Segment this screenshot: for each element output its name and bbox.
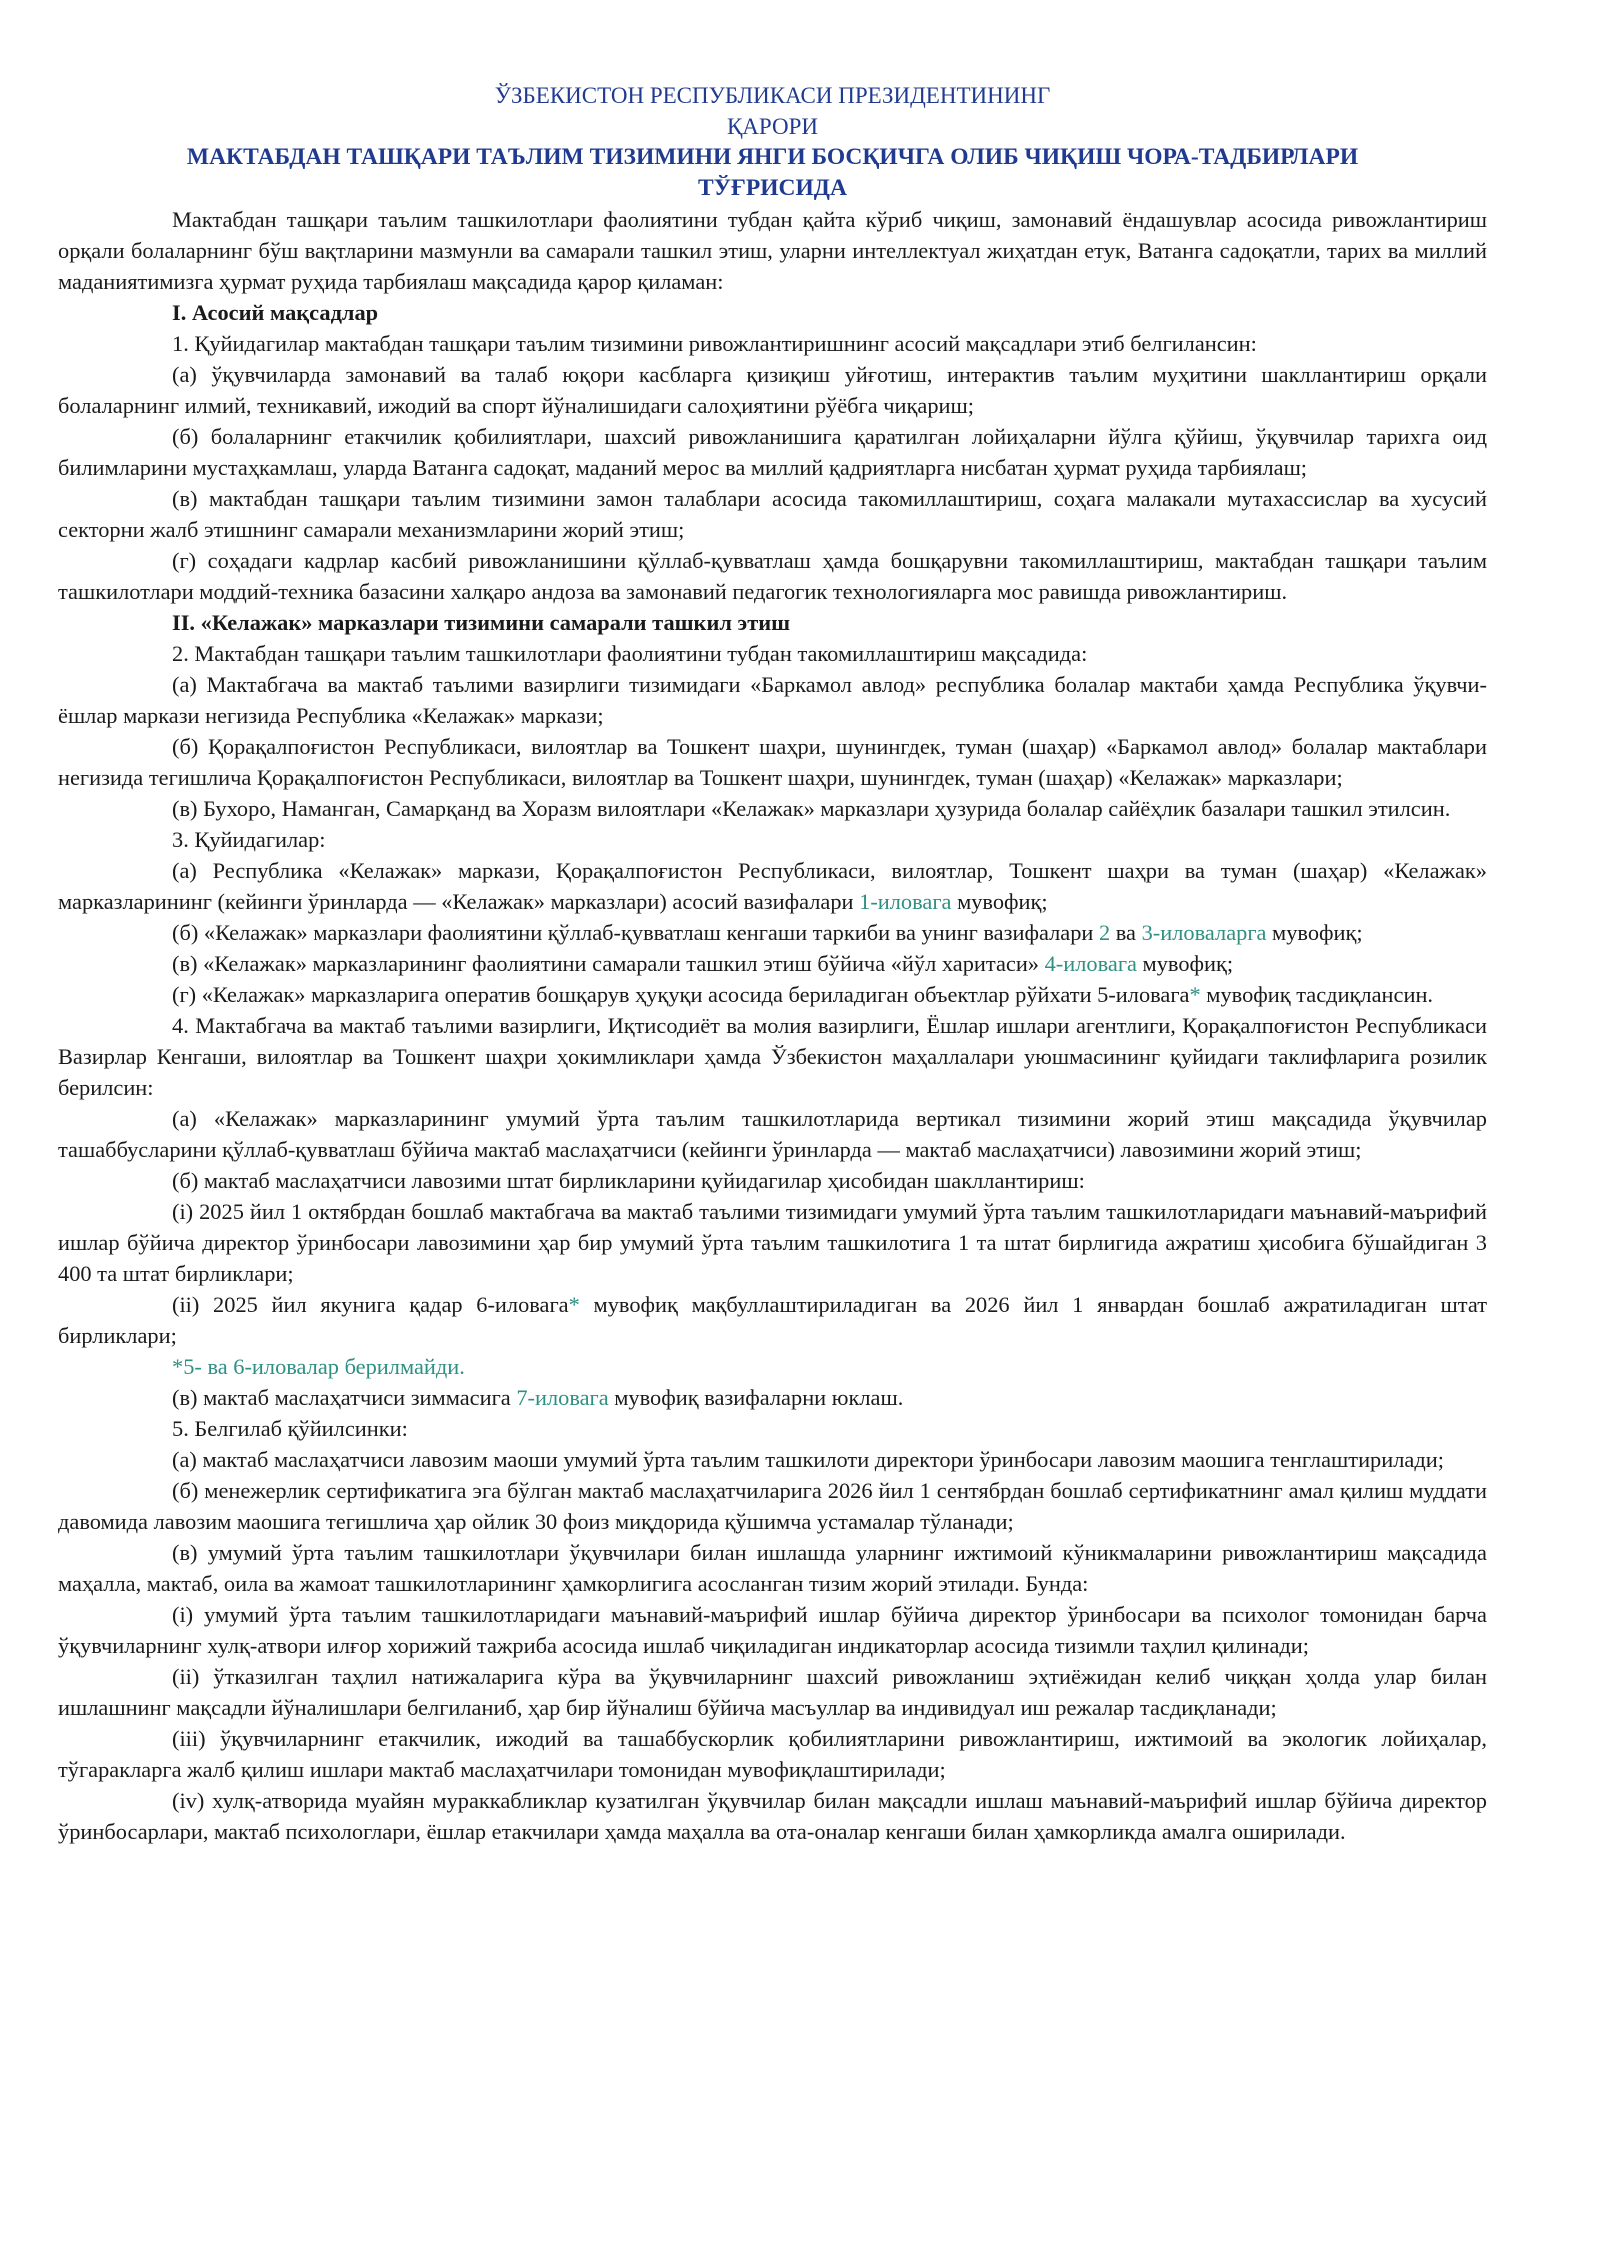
item-4b-i: (i) 2025 йил 1 октябрдан бошлаб мактабгача ва мактаб таълими тизимидаги умумий ўрта таълим ташкилотларидаги маънавий-маърифий ишлар бўйича директор ўринбосари лавозимини ҳар бир умумий ўрта таълим ташкилотига 1 та штат бирлигида ажратиш ҳисобига бўшайдиган 3 400 та штат бирликлари; (58, 1199, 1487, 1286)
item-1v: (в) мактабдан ташқари таълим тизимини замон талаблари асосида такомиллаштириш, соҳага малакали мутахассислар ва хусусий секторни жалб этишнинг самарали механизмларини жорий этиш; (58, 486, 1487, 542)
item-5v-iii: (iii) ўқувчиларнинг етакчилик, ижодий ва ташаббускорлик қобилиятларини ривожлантириш, ижтимоий ва экологик лойиҳалар, тўгаракларга жалб қилиш ишлари мактаб маслаҳатчилари томонидан мувофиқлаштирилади; (58, 1726, 1487, 1782)
item-4b-ii-text: (ii) 2025 йил якунига қадар 6-иловага (172, 1292, 569, 1317)
item-4b: (б) мактаб маслаҳатчиси лавозими штат бирликларини қуйидагилар ҳисобидан шакллантириш: (172, 1168, 1085, 1193)
header-org: ЎЗБЕКИСТОН РЕСПУБЛИКАСИ ПРЕЗИДЕНТИНИНГ (494, 83, 1051, 108)
annex-2-link[interactable]: 2 (1098, 920, 1111, 945)
item-3g-end: мувофиқ тасдиқлансин. (1200, 982, 1434, 1007)
item-5a: (а) мактаб маслаҳатчиси лавозим маоши умумий ўрта таълим ташкилоти директори ўринбосари лавозим маошига тенглаштирилади; (172, 1447, 1444, 1472)
item-3g-text: (г) «Келажак» марказларига оператив бошқарув ҳуқуқи асосида бериладиган объектлар рўйхати 5-иловага (172, 982, 1190, 1007)
item-5v: (в) умумий ўрта таълим ташкилотлари ўқувчилари билан ишлашда уларнинг ижтимоий кўникмаларини ривожлантириш мақсадида маҳалла, мактаб, оила ва жамоат ташкилотларининг ҳамкорлигига асосланган тизим жорий этилади. Бунда: (58, 1540, 1487, 1596)
document-title-line2: ТЎҒРИСИДА (698, 175, 847, 201)
item-4v-end: мувофиқ вазифаларни юклаш. (608, 1385, 904, 1410)
item-2a: (а) Мактабгача ва мактаб таълими вазирлиги тизимидаги «Баркамол авлод» республика болалар мактаби ҳамда Республика ўқувчи-ёшлар маркази негизида Республика «Келажак» маркази; (58, 672, 1487, 728)
annex-4-link[interactable]: 4-иловага (1044, 951, 1137, 976)
document-title-line1: МАКТАБДАН ТАШҚАРИ ТАЪЛИМ ТИЗИМИНИ ЯНГИ БОСҚИЧГА ОЛИБ ЧИҚИШ ЧОРА-ТАДБИРЛАРИ (186, 144, 1359, 170)
item-1: 1. Қуйидагилар мактабдан ташқари таълим тизимини ривожлантиришнинг асосий мақсадлари этиб белгилансин: (172, 331, 1257, 356)
annex-1-link[interactable]: 1-иловага (859, 889, 952, 914)
item-2b: (б) Қорақалпоғистон Республикаси, вилоятлар ва Тошкент шаҳри, шунингдек, туман (шаҳар) «Баркамол авлод» болалар мактаблари негизида тегишлича Қорақалпоғистон Республикаси, вилоятлар ва Тошкент шаҳри, шунингдек, туман (шаҳар) «Келажак» марказлари; (58, 734, 1487, 790)
section-2-title: II. «Келажак» марказлари тизимини самарали ташкил этиш (172, 610, 790, 635)
annex-3-link[interactable]: 3-иловаларга (1141, 920, 1267, 945)
item-3v-text: (в) «Келажак» марказларининг фаолиятини самарали ташкил этиш бўйича «йўл харитаси» (172, 951, 1045, 976)
footnote-marker[interactable]: * (1189, 982, 1201, 1007)
section-1-title: I. Асосий мақсадлар (172, 300, 379, 325)
item-3b-end: мувофиқ; (1266, 920, 1363, 945)
item-3b-text: (б) «Келажак» марказлари фаолиятини қўллаб-қувватлаш кенгаши таркиби ва унинг вазифалари (172, 920, 1099, 945)
item-3v (58, 948, 1487, 979)
item-3a (58, 855, 1487, 917)
item-4b-ii-end: мувофиқ мақбуллаштириладиган ва 2026 йил 1 январдан бошлаб ажратиладиган штат бирликлари; (58, 1292, 1487, 1348)
item-3a-end: мувофиқ; (951, 889, 1048, 914)
item-5: 5. Белгилаб қўйилсинки: (172, 1416, 408, 1441)
item-5v-i: (i) умумий ўрта таълим ташкилотларидаги маънавий-маърифий ишлар бўйича директор ўринбосари ва психолог томонидан барча ўқувчиларнинг хулқ-атвори илғор хорижий тажриба асосида ишлаб чиқиладиган индикаторлар асосида тизимли таҳлил қилинади; (58, 1602, 1487, 1658)
item-3b-mid: ва (1110, 920, 1142, 945)
footnote-marker[interactable]: * (568, 1292, 580, 1317)
item-5v-ii: (ii) ўтказилган таҳлил натижаларига кўра ва ўқувчиларнинг шахсий ривожланиш эҳтиёжидан келиб чиққан ҳолда улар билан ишлашнинг мақсадли йўналишлари белгиланиб, ҳар бир йўналиш бўйича масъуллар ва индивидуал иш режалар тасдиқланади; (58, 1664, 1487, 1720)
footnote: *5- ва 6-иловалар берилмайди. (172, 1354, 465, 1379)
header-doc-type: ҚАРОРИ (726, 114, 819, 139)
item-3: 3. Қуйидагилар: (172, 827, 326, 852)
item-1b: (б) болаларнинг етакчилик қобилиятлари, шахсий ривожланишига қаратилган лойиҳаларни йўлга қўйиш, ўқувчилар тарихга оид билимларини мустаҳкамлаш, уларда Ватанга садоқат, маданий мерос ва миллий қадриятларга нисбатан ҳурмат руҳида тарбиялаш; (58, 424, 1487, 480)
item-4b-ii (58, 1289, 1487, 1351)
item-2v: (в) Бухоро, Наманган, Самарқанд ва Хоразм вилоятлари «Келажак» марказлари ҳузурида болалар сайёҳлик базалари ташкил этилсин. (172, 796, 1451, 821)
item-4v-text: (в) мактаб маслаҳатчиси зиммасига (172, 1385, 517, 1410)
annex-7-link[interactable]: 7-иловага (516, 1385, 609, 1410)
item-3v-end: мувофиқ; (1136, 951, 1234, 976)
item-3b (58, 917, 1487, 948)
item-1a: (а) ўқувчиларда замонавий ва талаб юқори касбларга қизиқиш уйғотиш, интерактив таълим муҳитини шакллантириш орқали болаларнинг илмий, техникавий, ижодий ва спорт йўналишидаги салоҳиятини рўёбга чиқариш; (58, 362, 1487, 418)
item-5b: (б) менежерлик сертификатига эга бўлган мактаб маслаҳатчиларига 2026 йил 1 сентябрдан бошлаб сертификатнинг амал қилиш муддати давомида лавозим маошига тегишлича ҳар ойлик 30 фоиз миқдорида қўшимча устамалар тўланади; (58, 1478, 1487, 1534)
item-3g (58, 979, 1487, 1010)
item-4: 4. Мактабгача ва мактаб таълими вазирлиги, Иқтисодиёт ва молия вазирлиги, Ёшлар ишлари агентлиги, Қорақалпоғистон Республикаси Вазирлар Кенгаши, вилоятлар ва Тошкент шаҳри ҳокимликлари ҳамда Ўзбекистон маҳаллалари уюшмасининг қуйидаги таклифларига розилик берилсин: (58, 1013, 1487, 1100)
item-3a-text: (а) Республика «Келажак» маркази, Қорақалпоғистон Республикаси, вилоятлар, Тошкент шаҳри ва туман (шаҳар) «Келажак» марказларининг (кейинги ўринларда — «Келажак» марказлари) асосий вазифалари (58, 858, 1487, 914)
item-1g: (г) соҳадаги кадрлар касбий ривожланишини қўллаб-қувватлаш ҳамда бошқарувни такомиллаштириш, мактабдан ташқари таълим ташкилотлари моддий-техника базасини халқаро андоза ва замонавий педагогик технологияларга мос равишда ривожлантириш. (58, 548, 1487, 604)
item-4v (58, 1382, 1487, 1413)
preamble: Мактабдан ташқари таълим ташкилотлари фаолиятини тубдан қайта кўриб чиқиш, замонавий ёндашувлар асосида ривожлантириш орқали болаларнинг бўш вақтларини мазмунли ва самарали ташкил этиш, уларни интеллектуал жиҳатдан етук, Ватанга садоқатли, тарих ва миллий маданиятимизга ҳурмат руҳида тарбиялаш мақсадида қарор қиламан: (58, 207, 1487, 294)
item-4a: (а) «Келажак» марказларининг умумий ўрта таълим ташкилотларида вертикал тизимини жорий этиш мақсадида ўқувчилар ташаббусларини қўллаб-қувватлаш бўйича мактаб маслаҳатчиси (кейинги ўринларда — мактаб маслаҳатчиси) лавозимини жорий этиш; (58, 1106, 1487, 1162)
item-5v-iv: (iv) хулқ-атворида муайян мураккабликлар кузатилган ўқувчилар билан мақсадли ишлаш маънавий-маърифий ишлар бўйича директор ўринбосарлари, мактаб психологлари, ёшлар етакчилари ҳамда маҳалла ва ота-оналар кенгаши билан ҳамкорликда амалга оширилади. (58, 1788, 1487, 1844)
item-2: 2. Мактабдан ташқари таълим ташкилотлари фаолиятини тубдан такомиллаштириш мақсадида: (172, 641, 1088, 666)
